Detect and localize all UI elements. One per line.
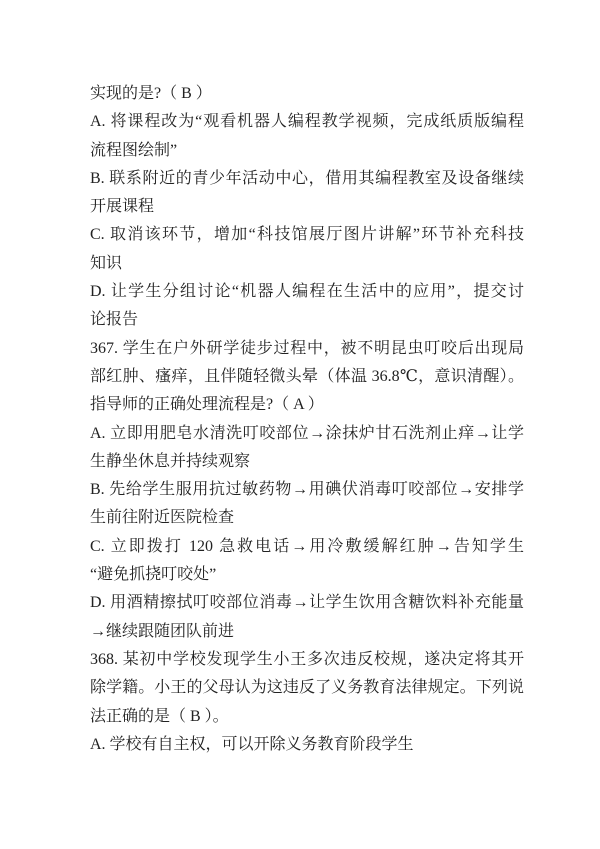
text-line: 生静坐休息并持续观察 (90, 452, 251, 470)
question-text-block (90, 80, 524, 759)
text-line: 除学籍。小王的父母认为这违反了义务教育法律规定。下列说 (90, 679, 524, 697)
text-line: B. 先给学生服用抗过敏药物→用碘伏消毒叮咬部位→安排学 (90, 481, 524, 499)
text-line: 法正确的是（ B ）。 (90, 707, 229, 725)
text-line: 368. 某初中学校发现学生小王多次违反校规，遂决定将其开 (90, 650, 524, 668)
text-line: 论报告 (90, 311, 139, 329)
text-line: D. 让学生分组讨论“机器人编程在生活中的应用”，提交讨 (90, 283, 524, 301)
text-line: 指导师的正确处理流程是?（ A ） (90, 396, 324, 414)
text-line: D. 用酒精擦拭叮咬部位消毒→让学生饮用含糖饮料补充能量 (90, 594, 524, 612)
text-line: B. 联系附近的青少年活动中心，借用其编程教室及设备继续 (90, 169, 524, 187)
text-line: A. 立即用肥皂水清洗叮咬部位→涂抹炉甘石洗剂止痒→让学 (90, 424, 524, 442)
text-line: 开展课程 (90, 198, 155, 216)
text-line: C. 取消该环节，增加“科技馆展厅图片讲解”环节补充科技 (90, 226, 524, 244)
text-line: A. 将课程改为“观看机器人编程教学视频，完成纸质版编程 (90, 113, 524, 131)
text-line: 实现的是?（ B ） (90, 85, 212, 102)
text-line: →继续跟随团队前进 (90, 622, 235, 640)
text-line: 流程图绘制” (90, 141, 178, 159)
text-line: 知识 (90, 254, 123, 272)
text-line: 部红肿、瘙痒，且伴随轻微头晕（体温 36.8℃，意识清醒）。 (90, 367, 524, 385)
text-line: 生前往附近医院检查 (90, 509, 235, 527)
text-line: “避免抓挠叮咬处” (90, 566, 217, 584)
text-line: C. 立即拨打 120 急救电话→用冷敷缓解红肿→告知学生 (90, 537, 524, 555)
text-line: 367. 学生在户外研学徒步过程中，被不明昆虫叮咬后出现局 (90, 339, 524, 357)
text-line: A. 学校有自主权，可以开除义务教育阶段学生 (90, 735, 414, 753)
